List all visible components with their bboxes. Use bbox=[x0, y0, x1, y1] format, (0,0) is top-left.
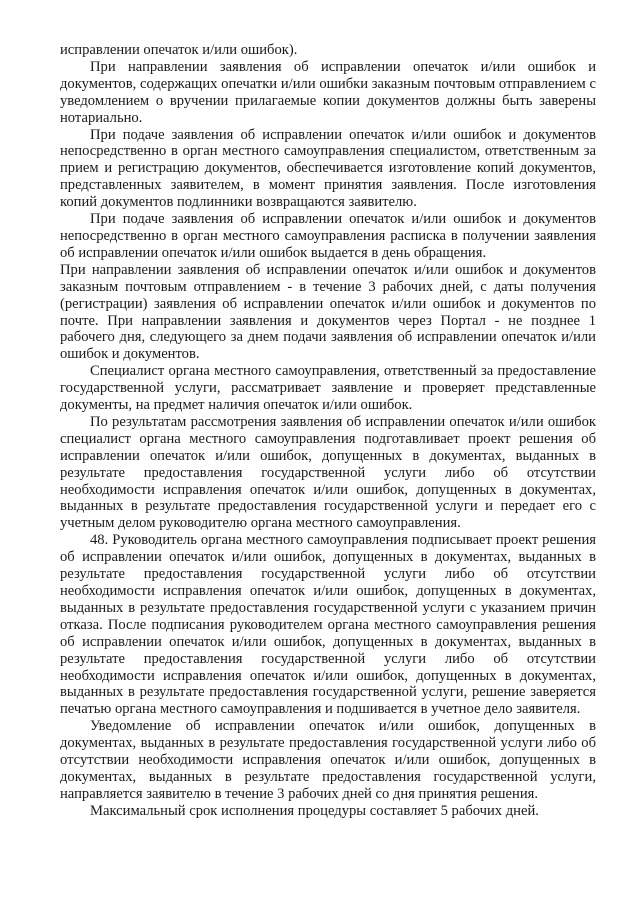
paragraph-receipt: При подаче заявления об исправлении опечаток и/или ошибок и документов непосредственно в орган местного самоуправления расписка в получении заявления об исправлении опечаток и/или ошибок выдается в день обращения. bbox=[60, 211, 596, 261]
paragraph-max-duration: Максимальный срок исполнения процедуры составляет 5 рабочих дней. bbox=[90, 802, 539, 819]
paragraph-postal-copies: При направлении заявления об исправлении опечаток и/или ошибок и документов, содержащих опечатки и/или ошибки заказным почтовым отправлением с уведомлением о вручении прилагаемые копии документов должны быть заверены нотариально. bbox=[60, 58, 596, 126]
paragraph-specialist-review: Специалист органа местного самоуправления, ответственный за предоставление государственной услуги, рассматривает заявление и проверяет представленные документы, на предмет наличия опечаток и/или ошибок. bbox=[60, 363, 596, 414]
paragraph-continuation: исправлении опечаток и/или ошибок). bbox=[60, 42, 298, 58]
paragraph-item-48: 48. Руководитель органа местного самоуправления подписывает проект решения об исправлении опечаток и/или ошибок, допущенных в документах, выданных в результате предоставления государственной услуги либо об отсутствии необходимости исправления опечаток и/или ошибок, допущенных в документах, выданных в результате предоставления государственной услуги с указанием причин отказа. После подписания руководителем органа местного самоуправления решения об исправлении опечаток и/или ошибок, допущенных в документах, выданных в результате предоставления государственной услуги либо об отсутствии необходимости исправления опечаток и/или ошибок, допущенных в документах, выданных в результате предоставления государственной услуги, решение заверяется печатью органа местного самоуправления и подшивается в учетное дело заявителя. bbox=[60, 532, 596, 718]
document-page bbox=[60, 42, 596, 820]
paragraph-notification: Уведомление об исправлении опечаток и/или ошибок, допущенных в документах, выданных в результате предоставления государственной услуги либо об отсутствии необходимости исправления опечаток и/или ошибок, допущенных в документах, выданных в результате предоставления государственной услуги, направляется заявителю в течение 3 рабочих дней со дня принятия решения. bbox=[60, 718, 596, 802]
paragraph-postal-deadline: При направлении заявления об исправлении опечаток и/или ошибок и документов заказным почтовым отправлением - в течение 3 рабочих дней, с даты получения (регистрации) заявления об исправлении опечаток и/или ошибок и документов по почте. При направлении заявления и документов через Портал - не позднее 1 рабочего дня, следующего за днем подачи заявления об исправлении опечаток и/или ошибок и документов. bbox=[60, 261, 596, 363]
paragraph-draft-decision: По результатам рассмотрения заявления об исправлении опечаток и/или ошибок специалист органа местного самоуправления подготавливает проект решения об исправлении опечаток и/или ошибок, допущенных в документах, выданных в результате предоставления государственной услуги либо об отсутствии необходимости исправления опечаток и/или ошибок, допущенных в документах, выданных в результате предоставления государственной услуги и передает его с учетным делом руководителю органа местного самоуправления. bbox=[60, 413, 596, 532]
paragraph-direct-copies: При подаче заявления об исправлении опечаток и/или ошибок и документов непосредственно в орган местного самоуправления специалистом, ответственным за прием и регистрацию документов, обеспечивается изготовление копий документов, представленных заявителем, в момент принятия заявления. После изготовления копий документов подлинники возвращаются заявителю. bbox=[60, 126, 596, 211]
